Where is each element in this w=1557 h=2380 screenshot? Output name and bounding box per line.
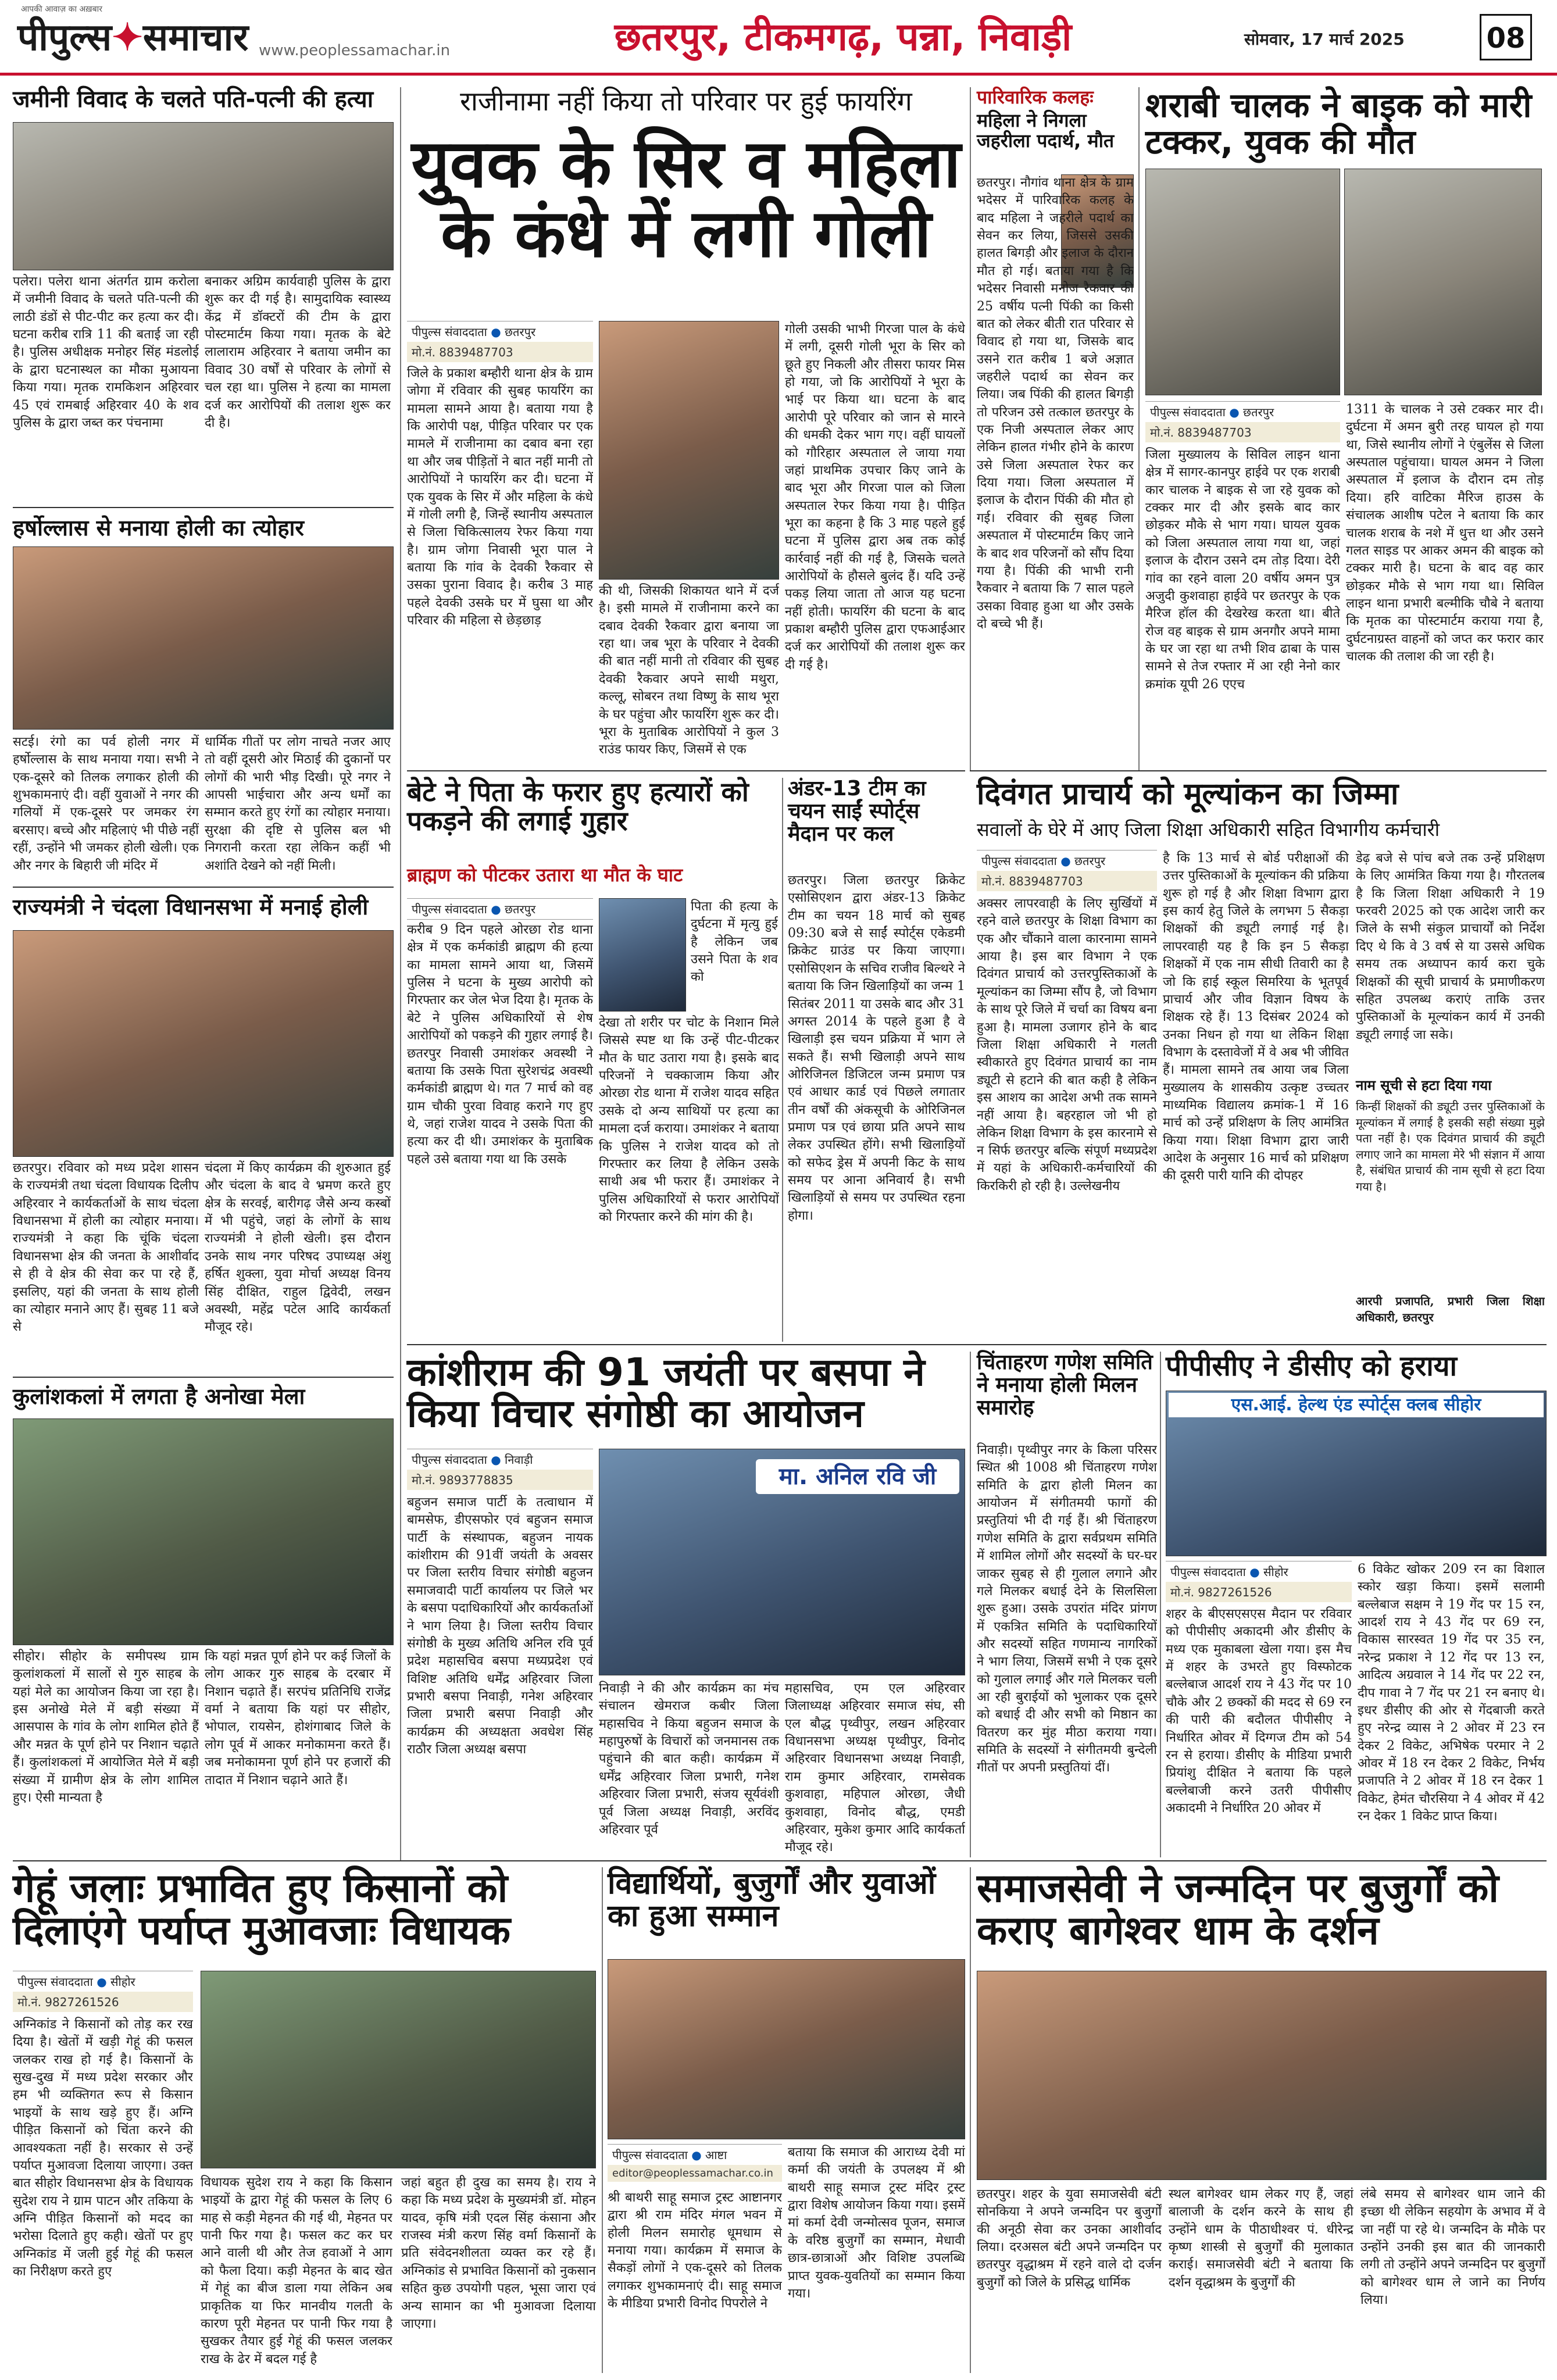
email-students[interactable]: editor@peoplessamachar.co.in [608,2165,782,2182]
logo-text-right: समाचार [142,16,249,59]
logo-text-left: पीपुल्स [17,16,112,59]
story-bageshwar-col1: छतरपुर। शहर के युवा समाजसेवी बंटी सोनकिया ने अपने जन्मदिन पर बुजुर्गों की अनूठी सेवा कर उनका आशीर्वाद लिया। दरअसल बंटी अपने जन्मदिन पर छतरपुर वृद्धाश्रम में रहने वाले दो दर्जन बुजुर्गों को जिले के प्रसिद्ध धार्मिक [977,2187,1162,2290]
headline-chintaharan: चिंताहरण गणेश समिति ने मनाया होली मिलन समारोह [977,1350,1153,1420]
principal-box-sign: आरपी प्रजापति, प्रभारी जिला शिक्षा अधिकारी, छतरपुर [1356,1294,1545,1324]
divider [407,770,965,771]
headline-murder-appeal: बेटे ने पिता के फरार हुए हत्यारों को पकड़ने की लगाई गुहार [407,776,749,837]
story-principal-col3: डेढ़ बजे से पांच बजे तक उन्हें प्रशिक्षण के लिए आमंत्रित किया गया है। गौरतलब है कि जिला शिक्षा अधिकारी ने 19 फरवरी 2025 को एक आदेश जारी कर जिले के सभी संकुल प्राचार्यों को निर्देश दिए थे कि वे 3 वर्ष से या उससे अधिक समय तक अध्यापन कार्य करा चुके शिक्षकों की सूची प्राचार्य के प्रमाणीकरण सहित उपलब्ध कराएं ताकि उत्तर पुस्तिकाओं के मूल्यांकन कार्य में उनकी ड्यूटी लगाई जा सके। [1356,851,1545,1042]
divider [970,770,1547,771]
principal-box-title: नाम सूची से हटा दिया गया [1356,1077,1492,1093]
phone-wheat: मो.नं. 9827261526 [13,1992,193,2012]
story-cricket: छतरपुर। जिला छतरपुर क्रिकेट एसोसिएशन द्वारा अंडर-13 क्रिकेट टीम का चयन 18 मार्च को सुबह 09:30 बजे से साईं स्पोर्ट्स एकेडमी क्रिकेट ग्राउंड पर किया जाएगा। एसोसिएशन के सचिव राजीव बिल्थरे ने बताया कि जिन खिलाड़ियों का जन्म 1 सितंबर 2011 या उसके बाद और 31 अगस्त 2014 के पहले हुआ है वे खिलाड़ी इस चयन प्रक्रिया में भाग ले सकते हैं। सभी खिलाड़ी अपने साथ ओरिजिनल डिजिटल जन्म प्रमाण पत्र एवं आधार कार्ड एवं पिछले लगातार तीन वर्षों की अंकसूची के ओरिजिनल प्रमाण पत्र एवं छाया प्रति अपने साथ लेकर उपस्थित होंगे। सभी खिलाड़ियों को सफेद ड्रेस में अपनी किट के साथ समय पर आना अनिवार्य है। सभी खिलाड़ियों से समय पर उपस्थित रहना होगा। [788,873,965,1223]
photo-bageshwar [977,1971,1547,2180]
story-students-col2: बताया कि समाज की आराध्य देवी मां कर्मा की जयंती के उपलक्ष्य में श्री बाथरी साहू समाज ट्रस्ट मंदिर ट्रस्ट द्वारा विशेष आयोजन किया गया। इसमें मां कर्मा देवी जन्मोत्सव पूजन, समाज के वरिष्ठ बुजुर्गों का सम्मान, मेधावी छात्र-छात्राओं और विशिष्ट उपलब्धि प्राप्त युवक-युवतियों का सम्मान किया गया। [788,2145,965,2301]
kanshiram-banner: मा. अनिल रवि जी [756,1459,959,1494]
story-chintaharan: निवाड़ी। पृथ्वीपुर नगर के किला परिसर स्थित श्री 1008 श्री चिंताहरण गणेश समिति के द्वारा होली मिलन का आयोजन में संगीतमयी फागों की प्रस्तुतियां भी दी गई हैं। श्री चिंताहरण गणेश समिति के द्वारा सर्वप्रथम समिति में शामिल लोगों और सदस्यों के घर-घर जाकर सुबह से ही गुलाल लगाने और गले मिलकर बधाई देने के सिलसिला शुरू हुआ। उसके उपरांत मंदिर प्रांगण में एकत्रित समिति के पदाधिकारियों और सदस्यों सहित गणमान्य नागरिकों ने भाग लिया, जिसमें सभी ने एक दूसरे को गुलाल लगाई और गले मिलकर चली आ रही बुराईयों को भुलाकर एक दूसरे को बधाई दी और सभी को मिष्ठान का वितरण कर मुंह मीठा कराया गया। समिति के सदस्यों ने संगीतमयी बुन्देली गीतों पर अपनी प्रस्तुतियां दीं। [977,1443,1157,1775]
story-students-col1: श्री बाथरी साहू समाज ट्रस्ट आष्टानगर द्वारा श्री राम मंदिर मंगल भवन में होली मिलन समारोह धूमधाम से मनाया गया। कार्यक्रम में समाज के सैकड़ों लोगों ने एक-दूसरे को तिलक लगाकर शुभकामनाएं दी। साहू समाज के मीडिया प्रभारी विनोद पिपरोले ने [608,2190,782,2311]
story-kanshiram-col2: निवाड़ी ने की और कार्यक्रम का मंच संचालन खेमराज कबीर जिला महासचिव ने किया बहुजन समाज के महापुरुषों के विचारों को जनमानस तक पहुंचाने की बात कही। कार्यक्रम में धर्मेंद्र अहिरवार जिला प्रभारी, गनेश अहिरवार जिला प्रभारी, संजय सूर्यवंशी पूर्व जिला अध्यक्ष निवाड़ी, अरविंद अहिरवार पूर्व [599,1681,779,1837]
tagline: आपकी आवाज़ का अख़बार [21,5,102,14]
story-ppca-col1: शहर के बीएसएसएस मैदान पर रविवार को पीपीसीए अकादमी और डीसीए के मध्य एक मुकाबला खेला गया। इस मैच में शहर के उभरते हुए विस्फोटक बल्लेबाज आदर्श राय ने 43 गेंद पर 10 चौके और 2 छक्कों की मदद से 69 रन की पारी की बदौलत पीपीसीए ने निर्धारित ओवर में दिग्गज टीम को 54 रन से हराया। डीसीए के मीडिया प्रभारी प्रियांशु दीक्षित ने बताया कि पहले बल्लेबाजी करने उतरी पीपीसीए अकादमी ने निर्धारित 20 ओवर में [1166,1607,1352,1816]
headline-poisoning: महिला ने निगला जहरीला पदार्थ, मौत [977,109,1115,152]
story-firing-col1: जिले के प्रकाश बम्हौरी थाना क्षेत्र के ग्राम जोगा में रविवार की सुबह फायरिंग का मामला सामने आया है। बताया गया है कि आरोपी पक्ष, पीड़ित परिवार पर एक मामले में राजीनामा का दबाव बना रहा था और जब पीड़ितों ने बात नहीं मानी तो आरोपियों ने फायरिंग कर दी। घटना में एक युवक के सिर में और महिला के कंधे में गोली लगी है, जिन्हें स्थानीय अस्पताल से जिला चिकित्सालय रेफर किया गया है। ग्राम जोगा निवासी भूरा पाल ने बताया कि गांव के देवकी रैकवार से उसका पुराना विवाद है। करीब 3 माह पहले देवकी उसके घर में घुसा था और परिवार की महिला से छेड़छाड़ [407,366,593,628]
story-principal-col1: अक्सर लापरवाही के लिए सुर्खियों में रहने वाले छतरपुर के शिक्षा विभाग का एक और चौंकाने वाला कारनामा सामने आया है। इस बार विभाग ने एक दिवंगत प्राचार्य को उत्तरपुस्तिकाओं के मूल्यांकन का जिम्मा सौंप है, जो विभाग के साथ पूरे जिले में चर्चा का विषय बना हुआ है। मामला उजागर होने के बाद जिला शिक्षा अधिकारी ने गलती स्वीकारते हुए दिवंगत प्राचार्य का नाम ड्यूटी से हटाने की बात कही है लेकिन इस आशय का आदेश अभी तक सामने नहीं आया है। बहरहाल जो भी हो लेकिन शिक्षा विभाग के इस कारनामे से न सिर्फ छतरपुर बल्कि संपूर्ण मध्यप्रदेश में यहां के अधिकारी-कर्मचारियों की किरकिरी हो रही है। उल्लेखनीय [977,896,1157,1193]
story-principal-col2: है कि 13 मार्च से बोर्ड परीक्षाओं की उत्तर पुस्तिकाओं के मूल्यांकन की प्रक्रिया शुरू हो गई है और शिक्षा विभाग द्वारा इस कार्य हेतु जिले के लगभग 5 सैकड़ा शिक्षकों की ड्यूटी लगाई गई है। लापरवाही यह है कि इन 5 सैकड़ा शिक्षकों में एक नाम सीधी तिवारी का है जो कि हाई स्कूल सिमरिया के भूतपूर्व प्राचार्य और जीव विज्ञान विषय के शिक्षक रहे हैं। 13 दिसंबर 2024 को उनका निधन हो गया था लेकिन शिक्षा विभाग के दस्तावेजों में वे अब भी जीवित हैं। मामला सामने तब आया जब जिला मुख्यालय के शासकीय उत्कृष्ट उच्चतर माध्यमिक विद्यालय क्रमांक-1 में 16 मार्च को उन्हें प्रशिक्षण के लिए आमंत्रित किया गया। शिक्षा विभाग द्वारा जारी आदेश के अनुसार 16 मार्च को प्रशिक्षण की दूसरी पारी यानि की दोपहर [1163,851,1349,1184]
byline-students: पीपुल्स संवाददाता ● आष्टा [608,2144,782,2165]
story-bageshwar-col3: लंबे समय से बागेश्वर धाम जाने की इच्छा थी लेकिन सहयोग के अभाव में वे जा नहीं पा रहे थे। जन्मदिन के मौके पर उन्होंने उनकी इस बात की जानकारी लगी तो उन्होंने अपने जन्मदिन पर बुजुर्गों को बागेश्वर धाम ले जाने का निर्णय लिया। [1360,2187,1545,2308]
headline-bageshwar: समाजसेवी ने जन्मदिन पर बुजुर्गों को कराए बागेश्वर धाम के दर्शन [977,1866,1499,1954]
photo-crashed-bike [1344,169,1542,395]
story-land-dispute-col2: बनाकर अग्रिम कार्यवाही पुलिस के द्वारा शुरू कर दी गई है। सामुदायिक स्वास्थ्य केंद्र में डॉक्टरों की टीम के द्वारा पोस्टमार्टम किया गया। मृतक के बेटे लालाराम अहिरवार ने बताया जमीन का विवाद 30 वर्षों से परिवार के लोगों से चल रहा था। पुलिस ने हत्या का मामला दर्ज कर आरोपियों की तलाश शुरू कर दी है। [205,274,391,430]
byline-wheat: पीपुल्स संवाददाता ● सीहोर [13,1971,193,1992]
story-murder-side: पिता की हत्या के दुर्घटना में मृत्यु हुई है लेकिन जब उसने पिता के शव को [691,899,778,985]
story-wheat-col2: विधायक सुदेश राय ने कहा कि किसान भाइयों के द्वारा गेहूं की फसल के लिए 6 माह से कड़ी मेहनत की गई थी, मेहनत पर पानी फिर गया है। फसल कट कर घर आने वाली थी और तेज हवाओं ने आग को फैला दिया। कड़ी मेहनत के बाद खेत में गेहूं का बीज डाला गया लेकिन अब प्राकृतिक या फिर मानवीय गलती के कारण पूरी मेहनत पर पानी फिर गया है सुखकर तैयार हुई गेहूं की फसल जलकर राख के ढेर में बदल गई है [201,2175,392,2367]
headline-minister-holi: राज्यमंत्री ने चंदला विधानसभा में मनाई होली [13,894,369,920]
photo-murder-son [599,898,686,1012]
kicker-poisoning: पारिवारिक कलहः [977,86,1094,108]
byline-ppca: पीपुल्स संवाददाता ● सीहोर [1166,1561,1352,1582]
byline-drunk-driver: पीपुल्स संवाददाता ● छतरपुर [1145,401,1340,423]
story-bageshwar-col2: स्थल बागेश्वर धाम लेकर गए हैं, जहां बालाजी के दर्शन करने के साथ ही उन्होंने धाम के पीठाधीश्वर पं. धीरेन्द्र कृष्ण शास्त्री से बुजुर्गों की मुलाकात कराई। समाजसेवी बंटी ने बताया कि दर्शन वृद्धाश्रम के बुजुर्गों की [1169,2187,1354,2290]
byline-principal: पीपुल्स संवाददाता ● छतरपुर [977,850,1157,871]
story-minister-col1: छतरपुर। रविवार को मध्य प्रदेश शासन के राज्यमंत्री तथा चंदला विधायक दिलीप अहिरवार ने कार्यकर्ताओं के साथ चंदला विधानसभा में होली का त्योहार मनाया। राज्यमंत्री ने कहा कि चूंकि चंदला विधानसभा क्षेत्र की जनता के आशीर्वाद से ही वे क्षेत्र की सेवा कर पा रहे हैं, इसलिए, यहां की जनता के साथ होली का त्योहार मनाने आए हैं। सुबह 11 बजे से [13,1161,199,1335]
headline-firing: युवक के सिर व महिला के कंधे में लगी गोली [411,125,961,272]
page-region-title: छतरपुर, टीकमगढ़, पन्ना, निवाड़ी [614,15,1072,59]
column-divider [782,778,783,1342]
column-divider [970,1352,971,1857]
story-wheat-col1: अग्निकांड ने किसानों को तोड़ कर रख दिया है। खेतों में खड़ी गेहूं की फसल जलकर राख हो गई है। किसानों के सुख-दुख में मध्य प्रदेश सरकार और हम भी व्यक्तिगत रूप से किसान भाइयों के साथ खड़े हुए हैं। अग्नि पीड़ित किसानों को चिंता करने की आवश्यकता नहीं है। सरकार से उन्हें पर्याप्त मुआवजा दिलाया जाएगा। उक्त बात सीहोर विधानसभा क्षेत्र के विधायक सुदेश राय ने ग्राम पाटन और तकिया के अग्नि पीड़ित किसानों को मदद का भरोसा दिलाते हुए कही। खेतों पर हुए अग्निकांड में जली हुई गेहूं की फसल का निरीक्षण करते हुए [13,2017,193,2279]
story-firing-col2: की थी, जिसकी शिकायत थाने में दर्ज है। इसी मामले में राजीनामा करने का दबाव देवकी रैकवार द्वारा बनाया जा रहा था। जब भूरा के परिवार ने देवकी की बात नहीं मानी तो रविवार की सुबह देवकी रैकवार अपने साथी मथुरा, कल्लू, सोबरन तथा विष्णु के साथ भूरा के घर पहुंचा और फायरिंग शुरू कर दी। भूरा के मुताबिक आरोपियों ने कुल 3 राउंड फायर किए, जिसमें से एक [599,584,779,757]
principal-box-body: किन्हीं शिक्षकों की ड्यूटी उत्तर पुस्तिकाओं के मूल्यांकन में लगाई है इसकी सही संख्या मुझे पता नहीं है। एक दिवंगत प्राचार्य की ड्यूटी लगाए जाने का मामला मेरे भी संज्ञान में आया है, संबंधित प्राचार्य की नाम सूची से हटा दिया गया है। [1356,1099,1545,1193]
story-kanshiram-col1: बहुजन समाज पार्टी के तत्वाधान में बामसेफ, डीएसफोर एवं बहुजन समाज पार्टी के संस्थापक, बहुजन नायक कांशीराम की 91वीं जयंती के अवसर पर जिला स्तरीय विचार संगोष्ठी बहुजन समाजवादी पार्टी कार्यालय पर जिले भर के बसपा पदाधिकारियों और कार्यकर्ताओं ने भाग लिया है। जिला स्तरीय विचार संगोष्ठी के मुख्य अतिथि अनिल रवि पूर्व प्रदेश महासचिव बसपा मध्यप्रदेश एवं विशिष्ट अतिथि धर्मेंद्र अहिरवार जिला प्रभारी बसपा निवाड़ी, गनेश अहिरवार जिला प्रभारी बसपा निवाड़ी और कार्यक्रम की अध्यक्षता अवधेश सिंह राठौर जिला अध्यक्ष बसपा [407,1495,593,1757]
story-land-dispute-col1: पलेरा। पलेरा थाना अंतर्गत ग्राम करोला में जमीनी विवाद के चलते पति-पत्नी की लाठी डंडों से पीट-पीट कर हत्या कर दी। घटना करीब रात्रि 11 की बताई जा रही है। पुलिस अधीक्षक मनोहर सिंह मंडलोई के द्वारा घटनास्थल का मौका मुआयना किया गया। मृतक रामकिशन अहिरवार 45 एवं रामबाई अहिरवार 40 के शव पुलिस के द्वारा जब्त कर पंचनामा [13,274,199,430]
ppca-banner: एस.आई. हेल्थ एंड स्पोर्ट्स क्लब सीहोर [1169,1393,1544,1417]
divider [13,1377,394,1378]
page-number: 08 [1480,14,1532,60]
photo-holi [13,546,394,730]
logo-star-icon: ✦ [112,16,143,59]
photo-land-dispute [13,122,394,270]
phone-firing: मो.नं. 8839487703 [407,342,593,362]
headline-land-dispute: जमीनी विवाद के चलते पति-पत्नी की हत्या [13,86,374,113]
phone-kanshiram: मो.नं. 9893778835 [407,1470,593,1490]
story-kulanshkala-col1: सीहोर। सीहोर के समीपस्थ ग्राम कुलांशकलां में सालों से गुरु साहब के यहां मेले का आयोजन किया जा रहा है। इस अनोखे मेले में बड़ी संख्या में आसपास के गांव के लोग शामिल होते हैं और मन्नत के पूर्ण होने पर निशान चढ़ाते हैं। कुलांशकलां में आयोजित मेले में बड़ी संख्या में ग्रामीण क्षेत्र के लोग शामिल हुए। ऐसी मान्यता है [13,1649,199,1805]
story-minister-col2: चंदला में किए कार्यक्रम की शुरुआत हुई और चंदला के बाद वे भ्रमण करते हुए क्षेत्र के सरवई, बारीगढ़ जैसे अन्य कस्बों में भी पहुंचे, जहां के लोगों के साथ राज्यमंत्री ने होली खेली। इस दौरान उनके साथ नगर परिषद उपाध्यक्ष अंशु हर्षित शुक्ला, युवा मोर्चा अध्यक्ष विनय सिंह दीक्षित, राहुल द्विवेदी, लखन अवस्थी, महेंद्र पटेल आदि कार्यकर्ता मौजूद रहे। [205,1161,391,1335]
story-murder-col2: देखा तो शरीर पर चोट के निशान मिले जिससे स्पष्ट था कि उन्हें पीट-पीटकर मौत के घाट उतारा गया है। इसके बाद परिजनों ने चक्काजाम किया और ओरछा रोड थाना में राजेश यादव सहित उसके दो अन्य साथियों पर हत्या का मामला दर्ज कराया। उमाशंकर ने बताया कि पुलिस ने राजेश यादव को तो गिरफ्तार कर लिया है लेकिन उसके साथी अब भी फरार हैं। उमाशंकर ने पुलिस अधिकारियों से फरार आरोपियों को गिरफ्तार करने की मांग की है। [599,1016,779,1224]
headline-wheat: गेहूं जलाः प्रभावित हुए किसानों को दिलाएंगे पर्याप्त मुआवजाः विधायक [13,1866,511,1954]
story-wheat-col3: जहां बहुत ही दुख का समय है। राय ने कहा कि मध्य प्रदेश के मुख्यमंत्री डॉ. मोहन यादव, कृषि मंत्री एदल सिंह कंसाना और राजस्व मंत्री करण सिंह वर्मा किसानों के प्रति संवेदनशीलता व्यक्त कर रहे हैं। अग्निकांड से प्रभावित किसानों को नुकसान सहित कुछ उपयोगी पहल, भूसा जारा एवं अन्य सामान का भी मुआवजा दिलाया जाएगा। [401,2175,596,2331]
photo-kulanshkala [13,1418,394,1645]
masthead [0,0,1557,76]
website-link[interactable]: www.peoplessamachar.in [259,42,451,59]
story-kulanshkala-col2: कि यहां मन्नत पूर्ण होने पर कई जिलों के लोग आकर गुरु साहब के दरबार में निशान चढ़ाते हैं। सरपंच प्रतिनिधि राजेंद्र वर्मा ने बताया कि यहां पर सीहोर, भोपाल, रायसेन, होशंगाबाद जिले के लोग पूर्व में आकर मनोकामना करते हैं। जब मनोकामना पूर्ण होने पर हजारों की तादात में निशान चढ़ाने आते हैं। [205,1649,391,1788]
headline-ppca: पीपीसीए ने डीसीए को हराया [1166,1350,1457,1382]
story-drunk-driver-col1: जिला मुख्यालय के सिविल लाइन थाना क्षेत्र में सागर-कानपुर हाईवे पर एक शराबी कार चालक ने बाइक से जा रहे युवक को टक्कर मार दी और इसके बाद कार छोड़कर मौके से भाग गया। घायल युवक को जिला अस्पताल लाया गया था, जहां इलाज के दौरान उसने दम तोड़ दिया। देरी गांव का रहने वाला 20 वर्षीय अमन पुत्र अजुदी कुशवाहा हाईवे पर छतरपुर के एक मैरिज हॉल की देखरेख करता था। बीते रोज वह बाइक से ग्राम अनगौर अपने मामा के घर जा रहा था तभी शिव ढाबा के पास सामने से तेज रफ्तार में आ रही नेनो कार क्रमांक यूपी 26 एएच [1145,448,1340,692]
divider [407,1344,1547,1345]
story-murder-col1: करीब 9 दिन पहले ओरछा रोड थाना क्षेत्र में एक कर्मकांडी ब्राह्मण की हत्या का मामला सामने आया था, जिसमें पुलिस ने घटना के मुख्य आरोपी को गिरफ्तार कर जेल भेज दिया है। मृतक के बेटे ने पुलिस अधिकारियों से शेष आरोपियों को पकड़ने की गुहार लगाई है। छतरपुर निवासी उमाशंकर अवस्थी ने बताया कि उसके पिता सुरेशचंद्र अवस्थी कर्मकांडी ब्राह्मण थे। गत 7 मार्च को वह ग्राम चौकी पुरवा विवाह कराने गए हुए थे, जहां राजेश यादव ने उसके पिता की हत्या कर दी थी। उमाशंकर के मुताबिक पहले उसे बताया गया था कि उसके [407,923,593,1167]
story-holi-col1: सटई। रंगो का पर्व होली नगर में हर्षोल्लास के साथ मनाया गया। सभी ने एक-दूसरे को तिलक लगाकर होली की शुभकामनाएं दी। वहीं युवाओं ने नगर की गलियों में एक-दूसरे पर जमकर रंग बरसाए। बच्चे और महिलाएं भी पीछे नहीं रहीं, उन्होंने भी जमकर होली खेली। एक और नगर के बिहारी जी मंदिर में [13,735,199,873]
story-ppca-col2: 6 विकेट खोकर 209 रन का विशाल स्कोर खड़ा किया। इसमें सलामी बल्लेबाज सक्षम ने 19 गेंद पर 15 रन, आदर्श राय ने 43 गेंद पर 69 रन, विकास सारस्वत 19 गेंद पर 35 रन, नरेन्द्र प्रकाश ने 12 गेंद पर 13 रन, आदित्य अग्रवाल ने 14 गेंद पर 22 रन, दीप गावा ने 7 गेंद पर 21 रन बनाए थे। इधर डीसीए की ओर से गेंदबाजी करते हुए नरेन्द्र व्यास ने 2 ओवर में 23 रन देकर 2 विकेट, अभिषेक परमार ने 2 ओवर में 18 रन देकर 2 विकेट, निर्भय प्रजापति ने 2 ओवर में 18 रन देकर 1 विकेट, हेमंत चौरसिया ने 4 ओवर में 42 रन देकर 1 विकेट प्राप्त किया। [1358,1562,1545,1824]
headline-students: विद्यार्थियों, बुजुर्गों और युवाओं का हुआ सम्मान [608,1866,936,1934]
photo-crashed-car [1145,169,1340,395]
story-kanshiram-col3: महासचिव, एम एल अहिरवार जिलाध्यक्ष अहिरवार समाज संघ, सी एल बौद्ध पृथ्वीपुर, लखन अहिरवार विधानसभा अध्यक्ष पृथ्वीपुर, विनोद अहिरवार विधानसभा अध्यक्ष निवाड़ी, राम कुमार अहिरवार, रामसेवक कुशवाहा, महिपाल ओरछा, जैधी कुशवाहा, विनोद बौद्ध, एमडी अहिरवार, मुकेश कुमार आदि कार्यकर्ता मौजूद रहे। [785,1681,965,1855]
column-divider [1138,87,1140,770]
divider [13,887,394,888]
subhead-murder-appeal: ब्राह्मण को पीटकर उतारा था मौत के घाट [407,864,683,886]
story-drunk-driver-col2: 1311 के चालक ने उसे टक्कर मार दी। दुर्घटना में अमन बुरी तरह घायल हो गया था, जिसे स्थानीय लोगों ने एंबुलेंस से जिला अस्पताल पहुंचाया। घायल अमन ने जिला अस्पताल में इलाज के दौरान दम तोड़ दिया। हरि वाटिका मैरिज हाउस के संचालक आशीष पटेल ने बताया कि कार चालक शराब के नशे में धुत्त था और उसने गलत साइड पर आकर अमन की बाइक को टक्कर मारी है। घटना के बाद वह कार छोड़कर मौके से भाग गया था। सिविल लाइन थाना प्रभारी बल्मीकि चौबे ने बताया कि मृतक का पोस्टमार्टम कराया गया है, दुर्घटनाग्रस्त वाहनों को जप्त कर फरार कार चालक की तलाश की जा रही है। [1346,402,1544,664]
byline-firing: पीपुल्स संवाददाता ● छतरपुर [407,321,593,342]
divider [13,1860,1547,1861]
phone-principal: मो.नं. 8839487703 [977,871,1157,891]
column-divider [602,1867,603,2373]
headline-kulanshkala: कुलांशकलां में लगता है अनोखा मेला [13,1384,305,1409]
photo-students [608,1959,965,2139]
byline-murder-appeal: पीपुल्स संवाददाता ● छतरपुर [407,898,593,920]
issue-date: सोमवार, 17 मार्च 2025 [1244,30,1405,49]
column-divider [970,87,971,770]
photo-wheat-field [201,1971,596,2168]
story-holi-col2: धार्मिक गीतों पर लोग नाचते नजर आए तो वहीं दूसरी ओर मिठाई की दुकानों पर लोगों की भारी भीड़ दिखी। पूरे नगर ने आपसी भाईचारा और अन्य धर्मों का सम्मान करते हुए रंगों का त्योहार मनाया। सुरक्षा की दृष्टि से पुलिस बल भी निगरानी करता रहा लेकिन कहीं भी अशांति देखने को नहीं मिली। [205,735,391,873]
column-divider [1160,1352,1161,1857]
divider [13,507,394,508]
subhead-principal: सवालों के घेरे में आए जिला शिक्षा अधिकारी सहित विभागीय कर्मचारी [977,819,1440,841]
newspaper-logo[interactable] [17,10,248,61]
byline-kanshiram: पीपुल्स संवाददाता ● निवाड़ी [407,1449,593,1470]
photo-firing-victim [599,321,779,580]
headline-drunk-driver: शराबी चालक ने बाइक को मारी टक्कर, युवक की मौत [1145,85,1532,162]
headline-holi: हर्षोल्लास से मनाया होली का त्योहार [13,515,304,541]
headline-cricket: अंडर-13 टीम का चयन साईं स्पोर्ट्स मैदान पर कल [788,777,926,846]
column-divider [970,1867,971,2373]
column-divider [400,87,401,1860]
headline-kanshiram: कांशीराम की 91 जयंती पर बसपा ने किया विचार संगोष्ठी का आयोजन [407,1350,925,1436]
photo-minister-holi [13,930,394,1157]
phone-ppca: मो.नं. 9827261526 [1166,1582,1352,1602]
story-poisoning-body: छतरपुर। नौगांव थाना क्षेत्र के ग्राम भदेसर में पारिवारिक कलह के बाद महिला ने जहरीले पदार्थ का सेवन कर लिया, जिससे उसकी हालत बिगड़ी और इलाज के दौरान मौत हो गई। बताया गया है कि भदेसर निवासी मनोज रैकवार की 25 वर्षीय पत्नी पिंकी का किसी बात को लेकर बीती रात परिवार से विवाद हो गया था, जिसके बाद उसने रात करीब 1 बजे अज्ञात जहरीले पदार्थ का सेवन कर लिया। जब पिंकी की हालत बिगड़ी तो परिजन उसे तत्काल छतरपुर के एक निजी अस्पताल लेकर आए लेकिन हालत गंभीर होने के कारण उसे जिला अस्पताल रेफर कर दिया गया। जिला अस्पताल में इलाज के दौरान पिंकी की मौत हो गई। रविवार की सुबह जिला अस्पताल में पोस्टमार्टम किए जाने के बाद शव परिजनों को सौंप दिया गया है। पिंकी की भाभी रानी रैकवार ने बताया कि 7 साल पहले उसका विवाह हुआ था और उसके दो बच्चे भी हैं। [977,176,1134,631]
phone-drunk-driver: मो.नं. 8839487703 [1145,422,1340,442]
kicker-firing: राजीनामा नहीं किया तो परिवार पर हुई फायरिंग [460,85,912,117]
story-firing-col3: गोली उसकी भाभी गिरजा पाल के कंधे में लगी, दूसरी गोली भूरा के सिर को छूते हुए निकली और तीसरा फायर मिस हो गया, जो कि आरोपियों ने भूरा के भाई पर किया था। घटना के बाद आरोपी पूरे परिवार को जान से मारने की धमकी देकर भाग गए। वहीं घायलों को गौरिहार अस्पताल ले जाया गया जहां प्राथमिक उपचार किए जाने के बाद भूरा और गिरजा पाल को जिला अस्पताल रेफर किया गया है। पीड़ित भूरा का कहना है कि 3 माह पहले हुई घटना में पुलिस द्वारा अब तक कोई कार्रवाई नहीं की गई है, जिसके चलते आरोपियों के हौसले बुलंद हैं। यदि उन्हें पकड़ लिया जाता तो आज यह घटना नहीं होती। फायरिंग की घटना के बाद प्रकाश बम्हौरी पुलिस द्वारा एफआईआर दर्ज कर आरोपियों की तलाश शुरू कर दी गई है। [785,322,965,672]
headline-principal: दिवंगत प्राचार्य को मूल्यांकन का जिम्मा [977,777,1399,812]
